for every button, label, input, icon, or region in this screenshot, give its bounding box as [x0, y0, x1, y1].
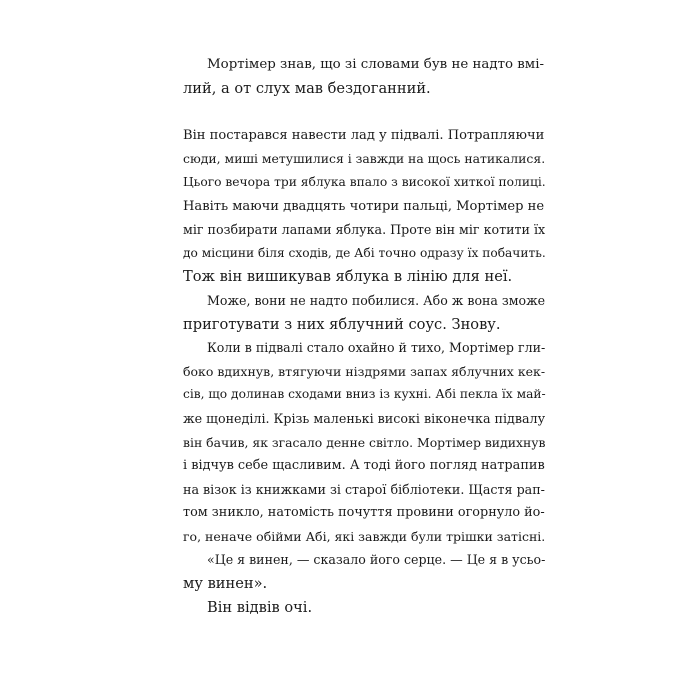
paragraph: [159, 336, 544, 548]
text-line: Може, вони не надто побилися. Або ж вона зможе: [207, 292, 546, 308]
text-line: міг позбирати лапами яблука. Проте він міг котити їх: [183, 222, 546, 238]
text-line: Цього вечора три яблука впало з високої хиткої полиці.: [183, 174, 546, 189]
text-line: Коли в підвалі стало охайно й тихо, Мортімер гли-: [207, 340, 546, 356]
text-line: Він постарався навести лад у підвалі. Потрапляючи: [183, 127, 545, 143]
text-line: же щонеділі. Крізь маленькі високі віконечка підвалу: [183, 410, 546, 426]
text-line: сюди, миші метушилися і завжди на щось натикалися.: [183, 151, 546, 167]
text-line: Тож він вишикував яблука в лінію для неї.: [183, 268, 513, 286]
paragraph: [159, 289, 544, 336]
text-line: боко вдихнув, втягуючи ніздрями запах яблучних кек-: [183, 363, 546, 379]
section-break: [159, 100, 544, 124]
text-line: на візок із книжками зі старої бібліотеки. Щастя рап-: [183, 481, 545, 497]
text-line: приготувати з них яблучний соус. Знову.: [183, 315, 501, 333]
text-line: му винен».: [183, 575, 268, 593]
page-text: [159, 53, 544, 619]
paragraph: [159, 596, 544, 620]
paragraph: [159, 548, 544, 595]
text-line: Він відвів очі.: [207, 598, 313, 616]
paragraph: [159, 124, 544, 289]
text-line: до місцини біля сходів, де Абі точно одразу їх побачить.: [183, 245, 546, 260]
text-line: Мортімер знав, що зі словами був не надто вмі-: [207, 57, 544, 72]
text-line: том зникло, натомість почуття провини огорнуло йо-: [183, 505, 545, 521]
text-line: го, неначе обійми Абі, які завжди були трішки затісні.: [183, 528, 546, 544]
text-line: «Це я винен, — сказало його серце. — Це я в усьо-: [207, 552, 546, 568]
text-line: і відчув себе щасливим. А тоді його погляд натрапив: [183, 458, 545, 474]
paragraph: [159, 53, 544, 100]
text-line: Навіть маючи двадцять чотири пальці, Мортімер не: [183, 198, 545, 214]
text-line: лий, а от слух мав бездоганний.: [183, 79, 431, 97]
text-line: він бачив, як згасало денне світло. Мортімер видихнув: [183, 434, 546, 450]
text-line: сів, що долинав сходами вниз із кухні. Абі пекла їх май-: [183, 387, 546, 402]
